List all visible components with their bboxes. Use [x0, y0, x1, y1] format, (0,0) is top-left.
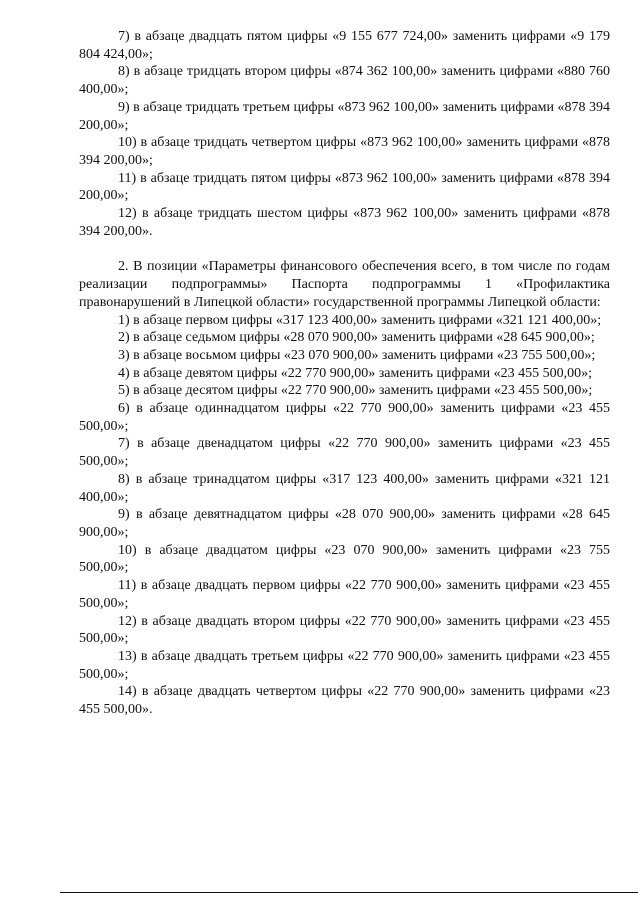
- amendment-item: 7) в абзаце двенадцатом цифры «22 770 900,00» заменить цифрами «23 455 500,00»;: [79, 436, 610, 470]
- amendment-item: 4) в абзаце девятом цифры «22 770 900,00» заменить цифрами «23 455 500,00»;: [118, 365, 593, 381]
- amendment-item: 6) в абзаце одиннадцатом цифры «22 770 900,00» заменить цифрами «23 455 500,00»;: [79, 401, 610, 434]
- amendment-item: 3) в абзаце восьмом цифры «23 070 900,00» заменить цифрами «23 755 500,00»;: [118, 347, 596, 363]
- amendment-item: 10) в абзаце двадцатом цифры «23 070 900,00» заменить цифрами «23 755 500,00»;: [79, 542, 610, 576]
- amendment-item: 8) в абзаце тридцать втором цифры «874 362 100,00» заменить цифрами «880 760 400,00»;: [79, 64, 610, 98]
- amendment-item: 11) в абзаце двадцать первом цифры «22 770 900,00» заменить цифрами «23 455 500,00»;: [79, 578, 610, 611]
- amendment-item: 11) в абзаце тридцать пятом цифры «873 962 100,00» заменить цифрами «878 394 200,00»;: [79, 170, 610, 204]
- amendment-item: 9) в абзаце тридцать третьем цифры «873 962 100,00» заменить цифрами «878 394 200,00»;: [79, 99, 610, 133]
- document-body: [79, 28, 610, 719]
- bottom-divider: [60, 892, 638, 893]
- amendment-item: 9) в абзаце девятнадцатом цифры «28 070 900,00» заменить цифрами «28 645 900,00»;: [79, 507, 610, 540]
- amendment-item: 10) в абзаце тридцать четвертом цифры «873 962 100,00» заменить цифрами «878 394 200,00»;: [79, 135, 610, 168]
- amendment-item: 5) в абзаце десятом цифры «22 770 900,00» заменить цифрами «23 455 500,00»;: [118, 383, 593, 399]
- amendment-item: 12) в абзаце тридцать шестом цифры «873 962 100,00» заменить цифрами «878 394 200,00».: [79, 206, 610, 239]
- amendment-item: 1) в абзаце первом цифры «317 123 400,00» заменить цифрами «321 121 400,00»;: [118, 312, 602, 328]
- amendment-item: 12) в абзаце двадцать втором цифры «22 770 900,00» заменить цифрами «23 455 500,00»;: [79, 613, 610, 647]
- amendment-item: 14) в абзаце двадцать четвертом цифры «22 770 900,00» заменить цифрами «23 455 500,00».: [79, 684, 610, 718]
- amendment-item: 13) в абзаце двадцать третьем цифры «22 770 900,00» заменить цифрами «23 455 500,00»;: [79, 648, 610, 682]
- amendment-item: 7) в абзаце двадцать пятом цифры «9 155 677 724,00» заменить цифрами «9 179 804 424,00»;: [79, 29, 610, 62]
- paragraph-gap: [79, 240, 610, 258]
- amendment-item: 2) в абзаце седьмом цифры «28 070 900,00» заменить цифрами «28 645 900,00»;: [118, 330, 595, 346]
- amendment-item: 8) в абзаце тринадцатом цифры «317 123 400,00» заменить цифрами «321 121 400,00»;: [79, 471, 610, 505]
- section-heading: 2. В позиции «Параметры финансового обеспечения всего, в том числе по годам реализации подпрограммы» Паспорта подпрограммы 1 «Профилактика правонарушений в Липецкой области» государственной программы Липецкой области:: [79, 259, 610, 310]
